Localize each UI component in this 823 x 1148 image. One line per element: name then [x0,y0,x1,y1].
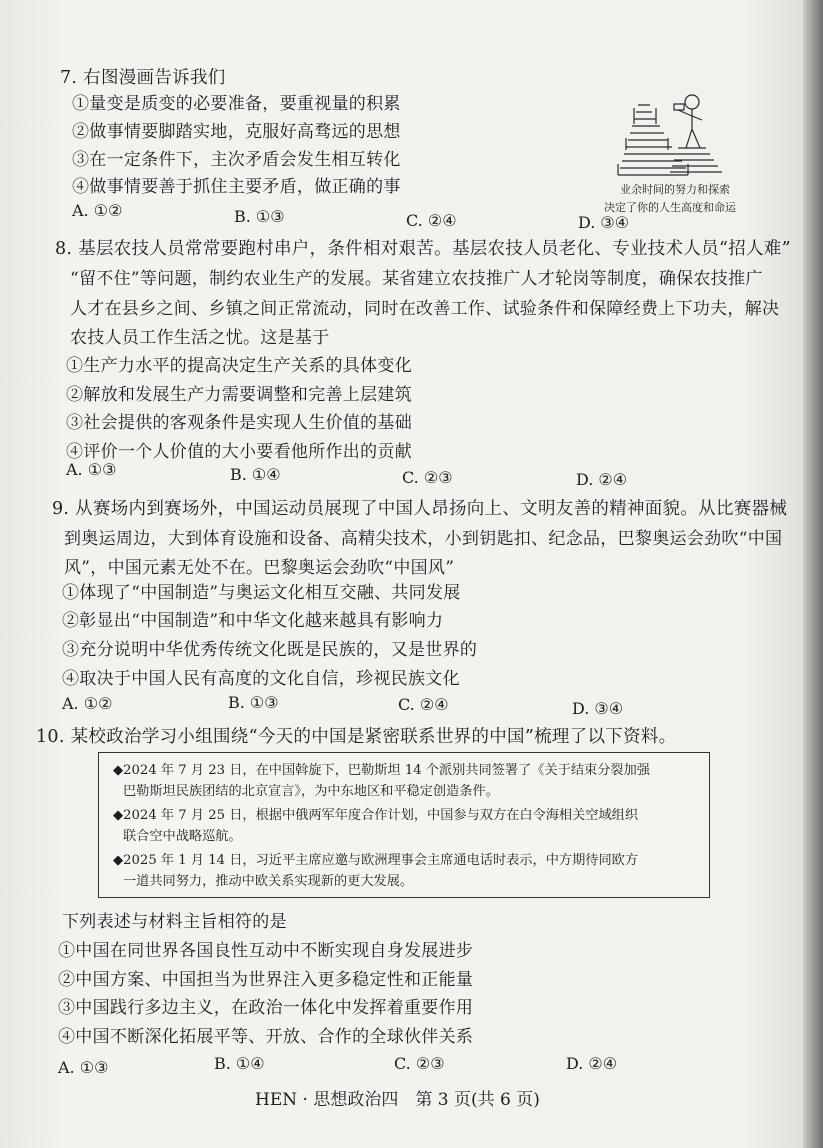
comic-caption-line-2: 决定了你的人生高度和命运 [604,201,736,214]
q10-material-line-1: ◆2024 年 7 月 23 日，在中国斡旋下，巴勒斯坦 14 个派别共同签署了《关于结束分裂加强 [113,763,650,778]
q10-item-1: ①中国在同世界各国良性互动中不断实现自身发展进步 [58,941,474,961]
q10-material-line-2: 巴勒斯坦民族团结的北京宣言》，为中东地区和平稳定创造条件。 [123,784,499,799]
q7-item-2: ②做事情要脚踏实地，克服好高骛远的思想 [72,122,401,142]
q8-stem-line-4: 农技人员工作生活之忧。这是基于 [70,328,330,348]
q10-option-a: A. ①③ [58,1058,109,1077]
q10-item-3: ③中国践行多边主义，在政治一体化中发挥着重要作用 [58,998,474,1018]
page-footer: HEN · 思想政治四 第 3 页(共 6 页) [255,1090,540,1110]
q9-stem-line-1: 9. 从赛场内到赛场外，中国运动员展现了中国人昂扬向上、文明友善的精神面貌。从比赛器械 [52,499,788,519]
q10-question: 下列表述与材料主旨相符的是 [62,912,287,932]
q8-stem-line-2: “留不住”等问题，制约农业生产的发展。某省建立农技推广人才轮岗等制度，确保农技推广 [70,269,763,289]
q10-material-line-6: 一道共同努力，推动中欧关系实现新的更大发展。 [123,874,414,889]
q8-option-c: C. ②③ [402,468,453,487]
q8-stem-line-1: 8. 基层农技人员常常要跑村串户，条件相对艰苦。基层农技人员老化、专业技术人员“招人难” [55,239,791,259]
comic-caption-line-1: 业余时间的努力和探索 [620,183,730,196]
q8-item-4: ④评价一个人价值的大小要看他所作出的贡献 [66,442,412,462]
comic-illustration [610,80,730,180]
q10-item-4: ④中国不断深化拓展平等、开放、合作的全球伙伴关系 [58,1027,474,1047]
q10-option-b: B. ①④ [214,1054,265,1073]
q8-option-a: A. ①③ [66,460,117,479]
q9-option-b: B. ①③ [228,693,279,712]
q10-item-2: ②中国方案、中国担当为世界注入更多稳定性和正能量 [58,970,474,990]
q7-option-d: D. ③④ [578,213,630,232]
q9-stem-line-3: 风”，中国元素无处不在。巴黎奥运会劲吹“中国风” [64,558,455,578]
q9-item-1: ①体现了“中国制造”与奥运文化相互交融、共同发展 [62,583,461,603]
q10-material-line-3: ◆2024 年 7 月 25 日，根据中俄两军年度合作计划，中国参与双方在白令海相关空域组织 [113,808,639,823]
q10-option-d: D. ②④ [566,1054,618,1073]
q9-item-3: ③充分说明中华优秀传统文化既是民族的，又是世界的 [62,640,478,660]
q8-item-3: ③社会提供的客观条件是实现人生价值的基础 [66,413,412,433]
q10-material-box [98,752,710,898]
q7-item-1: ①量变是质变的必要准备，要重视量的积累 [72,94,401,114]
q7-item-3: ③在一定条件下，主次矛盾会发生相互转化 [72,150,401,170]
q8-item-1: ①生产力水平的提高决定生产关系的具体变化 [66,356,412,376]
q9-option-d: D. ③④ [572,699,624,718]
q7-option-a: A. ①② [72,201,123,220]
q9-option-a: A. ①② [62,694,113,713]
page-edge-shadow [803,0,823,1148]
q9-stem-line-2: 到奥运周边，大到体育设施和设备、高精尖技术，小到钥匙扣、纪念品，巴黎奥运会劲吹“中国 [64,529,783,549]
q10-material-line-5: ◆2025 年 1 月 14 日，习近平主席应邀与欧洲理事会主席通电话时表示，中方期待同欧方 [113,853,639,868]
q8-item-2: ②解放和发展生产力需要调整和完善上层建筑 [66,385,412,405]
q9-option-c: C. ②④ [398,695,449,714]
q10-material-line-4: 联合空中战略巡航。 [123,829,242,844]
q9-item-4: ④取决于中国人民有高度的文化自信，珍视民族文化 [62,669,460,689]
q8-option-d: D. ②④ [576,470,628,489]
q7-option-b: B. ①③ [234,207,285,226]
q8-option-b: B. ①④ [230,465,281,484]
q9-item-2: ②彰显出“中国制造”和中华文化越来越具有影响力 [62,611,444,631]
q7-option-c: C. ②④ [406,211,457,230]
q10-stem: 10. 某校政治学习小组围绕“今天的中国是紧密联系世界的中国”梳理了以下资料。 [36,727,677,747]
q7-item-4: ④做事情要善于抓住主要矛盾，做正确的事 [72,177,401,197]
q7-stem: 7. 右图漫画告诉我们 [60,68,226,88]
q10-option-c: C. ②③ [394,1054,445,1073]
q8-stem-line-3: 人才在县乡之间、乡镇之间正常流动，同时在改善工作、试验条件和保障经费上下功夫，解决 [70,299,780,319]
